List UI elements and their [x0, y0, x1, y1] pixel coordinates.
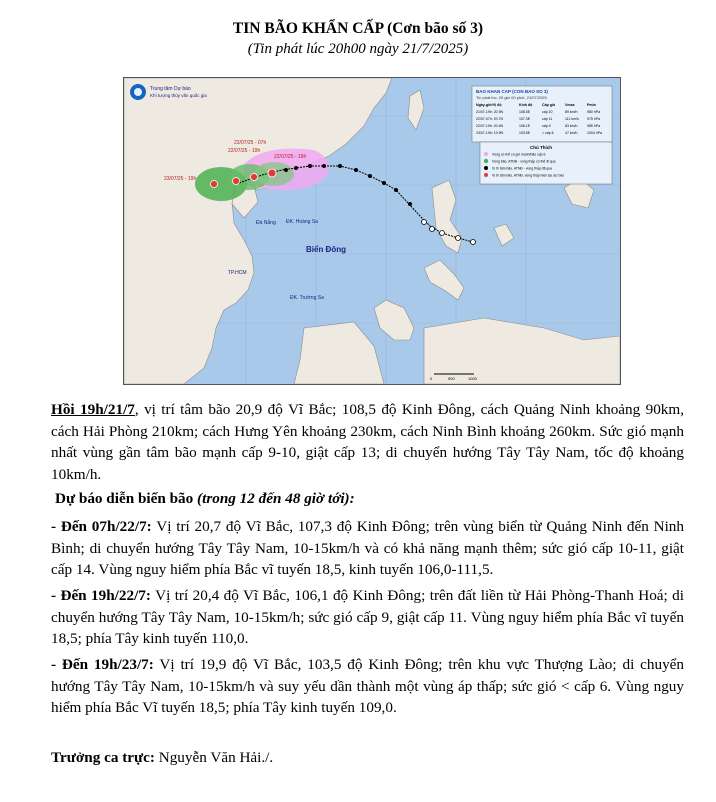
- info-header-1: Kinh độ: [519, 103, 533, 107]
- info-cell-1-3: 111 km/h: [565, 117, 579, 121]
- legend-item-0: Vùng có thể có gió mạnh/bão cấp 6: [492, 152, 546, 157]
- bulletin-issue-time: (Tin phát lúc 20h00 ngày 21/7/2025): [247, 41, 469, 57]
- bulletin-title: TIN BÃO KHẨN CẤP (Cơn bão số 3): [232, 20, 484, 37]
- forecast-1-text: Vị trí 20,7 độ Vĩ Bắc, 107,3 độ Kinh Đông; trên vùng biển từ Quảng Ninh đến Ninh Bình; di chuyển hướng Tây Tây Nam, 10-15km/h và có khả năng mạnh thêm; sức gió cấp 10-11, giật cấp 14. Vùng nguy hiểm phía Bắc vĩ tuyến 18,5, kinh tuyến 106,0-111,5.: [51, 518, 684, 579]
- nchmf-logo: [130, 84, 146, 100]
- time-label-4: 23/07/25 - 19h: [164, 176, 197, 182]
- legend-swatch-1: [484, 159, 488, 163]
- current-position-paragraph: [51, 399, 684, 485]
- forecast-3-time: - Đến 19h/23/7:: [51, 656, 154, 673]
- current-time: Hồi 19h/21/7: [51, 401, 135, 418]
- info-cell-3-1: 103.5E: [519, 131, 531, 135]
- storm-track-map: [123, 77, 621, 385]
- info-cell-2-1: 106.1E: [519, 124, 531, 128]
- legend-swatch-3: [484, 173, 488, 177]
- info-cell-0-0: 21/07-19h: 20.9N: [476, 110, 504, 114]
- scale-0: 0: [430, 376, 433, 381]
- hcm-label: TP.HCM: [228, 270, 247, 276]
- info-cell-0-4: 980 hPa: [587, 110, 601, 114]
- time-label-3: 22/07/25 - 19h: [274, 154, 307, 160]
- info-header-0: Ngày-giờ/Vị độ: [476, 103, 502, 107]
- legend-item-2: Vị trí tâm bão, ATNĐ - vùng thấp đã qua: [492, 166, 553, 171]
- map-legend: [480, 142, 612, 184]
- scale-1000: 1000: [468, 376, 477, 381]
- forecast-3-text: Vị trí 19,9 độ Vĩ Bắc, 103,5 độ Kinh Đông; trên khu vực Thượng Lào; di chuyển hướng Tây Tây Nam, 10-15km/h và suy yếu dần thành một vùng áp thấp; sức gió < cấp 6. Vùng nguy hiểm phía Bắc Vĩ tuyến 18,5; phía Tây kinh tuyến 109,0.: [51, 656, 684, 717]
- forecast-2-time: - Đến 19h/22/7:: [51, 587, 151, 604]
- forecast-2: [51, 585, 684, 650]
- signature-name: Nguyễn Văn Hải./.: [154, 749, 274, 766]
- info-cell-2-2: cấp 9: [542, 124, 551, 128]
- legend-item-1: Vùng bão, ATNĐ - vùng thấp có thể đi qua: [492, 159, 556, 164]
- info-cell-3-0: 23/07-19h: 19.9N: [476, 131, 504, 135]
- truong-sa-label: ĐK. Trường Sa: [290, 295, 324, 301]
- forecast-1: [51, 516, 684, 581]
- info-cell-1-2: cấp 11: [542, 117, 553, 121]
- time-label-2: 22/07/25 - 07h: [234, 140, 267, 146]
- info-cell-2-3: 83 km/h: [565, 124, 578, 128]
- forecast-heading-range: (trong 12 đến 48 giờ tới):: [193, 490, 355, 507]
- info-cell-1-1: 107.3E: [519, 117, 531, 121]
- scale-500: 500: [448, 376, 455, 381]
- info-cell-0-1: 108.5E: [519, 110, 531, 114]
- info-header-3: Vmax: [565, 103, 575, 107]
- info-cell-0-3: 89 km/h: [565, 110, 578, 114]
- info-box-subtitle: Tin phát lúc: 20 giờ 00 phút, 21/07/2025: [476, 95, 547, 100]
- forecast-heading: [55, 488, 688, 510]
- info-header-4: Pmin: [587, 103, 596, 107]
- info-box: [472, 86, 612, 142]
- legend-swatch-0: [484, 152, 488, 156]
- legend-title: Chú Thích: [530, 145, 552, 150]
- logo-text-2: Khí tượng thủy văn quốc gia: [150, 93, 207, 98]
- forecast-3: [51, 654, 684, 719]
- signature: [51, 749, 273, 767]
- legend-item-3: Vị trí tâm bão, ATNĐ, vùng thấp hiện tại, dự báo: [492, 173, 565, 178]
- forecast-2-text: Vị trí 20,4 độ Vĩ Bắc, 106,1 độ Kinh Đông; trên đất liền từ Hải Phòng-Thanh Hoá; di chuyển hướng Tây Tây Nam, 10-15km/h; sức gió cấp 9, giật cấp 11. Vùng nguy hiểm phía Bắc vĩ tuyến 18,5; phía Tây kinh tuyến 110,0.: [51, 587, 684, 648]
- signature-label: Trưởng ca trực:: [51, 749, 155, 766]
- info-cell-3-4: 1004 hPa: [587, 131, 602, 135]
- info-cell-2-4: 985 hPa: [587, 124, 601, 128]
- info-header-2: Cấp gió: [542, 103, 556, 107]
- info-box-title: BAO KHAN CAP (CON BAO SO 3): [476, 89, 548, 94]
- current-position-text: , vị trí tâm bão 20,9 độ Vĩ Bắc; 108,5 độ Kinh Đông, cách Quảng Ninh khoảng 90km, cách Hải Phòng 210km; cách Hưng Yên khoảng 230km, cách Ninh Bình khoảng 260km. Sức gió mạnh nhất vùng gần tâm bão mạnh cấp 9-10, giật cấp 13; di chuyển hướng Tây Tây Nam, tốc độ khoảng 10km/h.: [51, 401, 685, 483]
- info-cell-1-4: 975 hPa: [587, 117, 601, 121]
- time-label-1: 22/07/25 - 19h: [228, 148, 261, 154]
- forecast-1-time: - Đến 07h/22/7:: [51, 518, 152, 535]
- logo-text-1: Trung tâm Dự báo: [150, 86, 191, 92]
- info-cell-3-3: 47 km/h: [565, 131, 578, 135]
- legend-swatch-2: [484, 166, 488, 170]
- forecast-heading-label: Dự báo diễn biến bão: [55, 490, 194, 507]
- current-storm-center: [268, 169, 276, 177]
- info-cell-3-2: < cấp 6: [542, 131, 554, 135]
- sea-label: Biển Đông: [306, 245, 346, 254]
- info-cell-1-0: 22/07-07h: 20.7N: [476, 117, 504, 121]
- info-cell-0-2: cấp 10: [542, 110, 553, 114]
- info-cell-2-0: 22/07-19h: 20.4N: [476, 124, 504, 128]
- hoang-sa-label: ĐK. Hoàng Sa: [286, 219, 318, 225]
- da-nang-label: Đà Nẵng: [256, 220, 276, 226]
